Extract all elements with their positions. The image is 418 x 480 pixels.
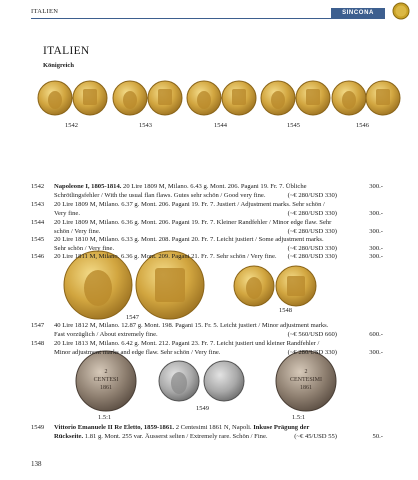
lot-estimate: (~€ 560/USD 660) xyxy=(287,330,337,338)
lot-description: 20 Lire 1809 M, Milano. 6.37 g. Mont. 206. Pagani 19. Fr. 7. Justiert / Adjustment marks. Sehr schön / Very fine. xyxy=(54,201,325,217)
page-number: 138 xyxy=(31,460,42,468)
coin-1544-reverse xyxy=(222,81,256,115)
lot-description-cont: 1.81 g. Mont. 255 var. Äusserst selten / Extremely rare. Schön / Fine. xyxy=(83,432,268,440)
lot-label-1542: 1542 xyxy=(65,122,78,129)
coin-1545-reverse xyxy=(296,81,330,115)
lot-number: 1548 xyxy=(31,340,45,347)
lot-description: 2 Centesimi 1861 N, Napoli. xyxy=(174,424,254,431)
coin-1549-obverse xyxy=(159,361,199,401)
lot-estimate: (~€ 280/USD 330) xyxy=(287,191,337,199)
lot-label-1549: 1549 xyxy=(196,405,209,412)
coin-1548-obverse xyxy=(234,266,274,306)
lot-price: 300.- xyxy=(369,209,383,217)
lot-price: 300.- xyxy=(369,253,383,260)
brand-badge: SINCONA xyxy=(331,8,385,19)
lot-number: 1547 xyxy=(31,322,45,329)
scale-label-right: 1.5:1 xyxy=(292,414,306,421)
lot-label-1546: 1546 xyxy=(356,122,369,129)
lot-label-1547: 1547 xyxy=(126,314,139,321)
running-header: ITALIEN xyxy=(31,8,59,15)
lot-number: 1546 xyxy=(31,253,45,260)
lot-description: 20 Lire 1811 M, Milano. 6.36 g. Mont. 209. Pagani 21. Fr. 7. Sehr schön / Very fine. xyxy=(54,253,277,260)
coin-1546-reverse xyxy=(366,81,400,115)
lot-price: 300.- xyxy=(369,227,383,235)
lot-price: 600.- xyxy=(369,330,383,338)
lot-ruler: Napoleone I, 1805-1814. xyxy=(54,183,122,190)
lot-estimate: (~€ 45/USD 55) xyxy=(294,432,337,440)
section-subtitle: Königreich xyxy=(43,62,74,69)
coin-1545-obverse xyxy=(261,81,295,115)
lot-estimate: (~€ 280/USD 330) xyxy=(287,227,337,235)
lot-number: 1543 xyxy=(31,201,45,208)
coin-1549-left-lettering: 2 CENTESI 1861 xyxy=(93,369,119,391)
coin-1544-obverse xyxy=(187,81,221,115)
coin-1549-right-lettering: 2 CENTESIMI 1861 xyxy=(290,369,322,391)
lot-ruler: Vittorio Emanuele II Re Eletto, 1859-1861. xyxy=(54,424,175,431)
lot-number: 1542 xyxy=(31,183,45,190)
coin-1546-obverse xyxy=(332,81,366,115)
lot-description: 20 Lire 1809 M, Milano. 6.43 g. Mont. 206. Pagani 19. Fr. 7. Übliche Schrötlingsfehler / With the usual flan flaws. Gutes sehr schön / Good very fine. xyxy=(54,183,307,199)
lot-highlight: Inkuse Prägung der Rückseite. xyxy=(54,424,310,440)
coin-1549-reverse xyxy=(204,361,244,401)
lot-description: 20 Lire 1809 M, Milano. 6.36 g. Mont. 206. Pagani 19. Fr. 7. Kleiner Randfehler / Minor edge flaw. Sehr schön / Very fine. xyxy=(54,219,332,235)
lot-label-1543: 1543 xyxy=(139,122,152,129)
lot-number: 1545 xyxy=(31,236,45,243)
coin-1542-obverse xyxy=(38,81,72,115)
lot-label-1548: 1548 xyxy=(279,307,292,314)
coin-1542-reverse xyxy=(73,81,107,115)
section-title: ITALIEN xyxy=(43,45,90,57)
lot-estimate: (~€ 280/USD 330) xyxy=(287,253,337,260)
lot-label-1545: 1545 xyxy=(287,122,300,129)
lot-description: 20 Lire 1813 M, Milano. 6.42 g. Mont. 212. Pagani 23. Fr. 7. Leicht justiert und kleiner Randfehler / Minor adjustment marks and edge flaw. Sehr schön / Very fine. xyxy=(54,340,320,356)
lot-number: 1549 xyxy=(31,424,45,431)
lot-estimate: (~€ 280/USD 330) xyxy=(287,244,337,252)
lot-price: 300.- xyxy=(369,348,383,356)
lot-price: 300.- xyxy=(369,244,383,252)
lot-number: 1544 xyxy=(31,219,45,226)
coin-1548-reverse xyxy=(276,266,316,306)
coin-1543-obverse xyxy=(113,81,147,115)
lot-price: 300.- xyxy=(369,183,383,190)
lot-label-1544: 1544 xyxy=(214,122,227,129)
coin-1543-reverse xyxy=(148,81,182,115)
lot-price: 50.- xyxy=(372,432,383,440)
lot-description: 40 Lire 1812 M, Milano. 12.87 g. Mont. 198. Pagani 15. Fr. 5. Leicht justiert / Minor adjustment marks. Fast vorzüglich / About extremely fine. xyxy=(54,322,329,338)
lot-description: 20 Lire 1810 M, Milano. 6.33 g. Mont. 208. Pagani 20. Fr. 7. Leicht justiert / Some adjustment marks. Sehr schön / Very fine. xyxy=(54,236,324,252)
scale-label-left: 1.5:1 xyxy=(98,414,112,421)
lot-estimate: (~€ 280/USD 330) xyxy=(287,209,337,217)
lot-estimate: (~€ 280/USD 330) xyxy=(287,348,337,356)
